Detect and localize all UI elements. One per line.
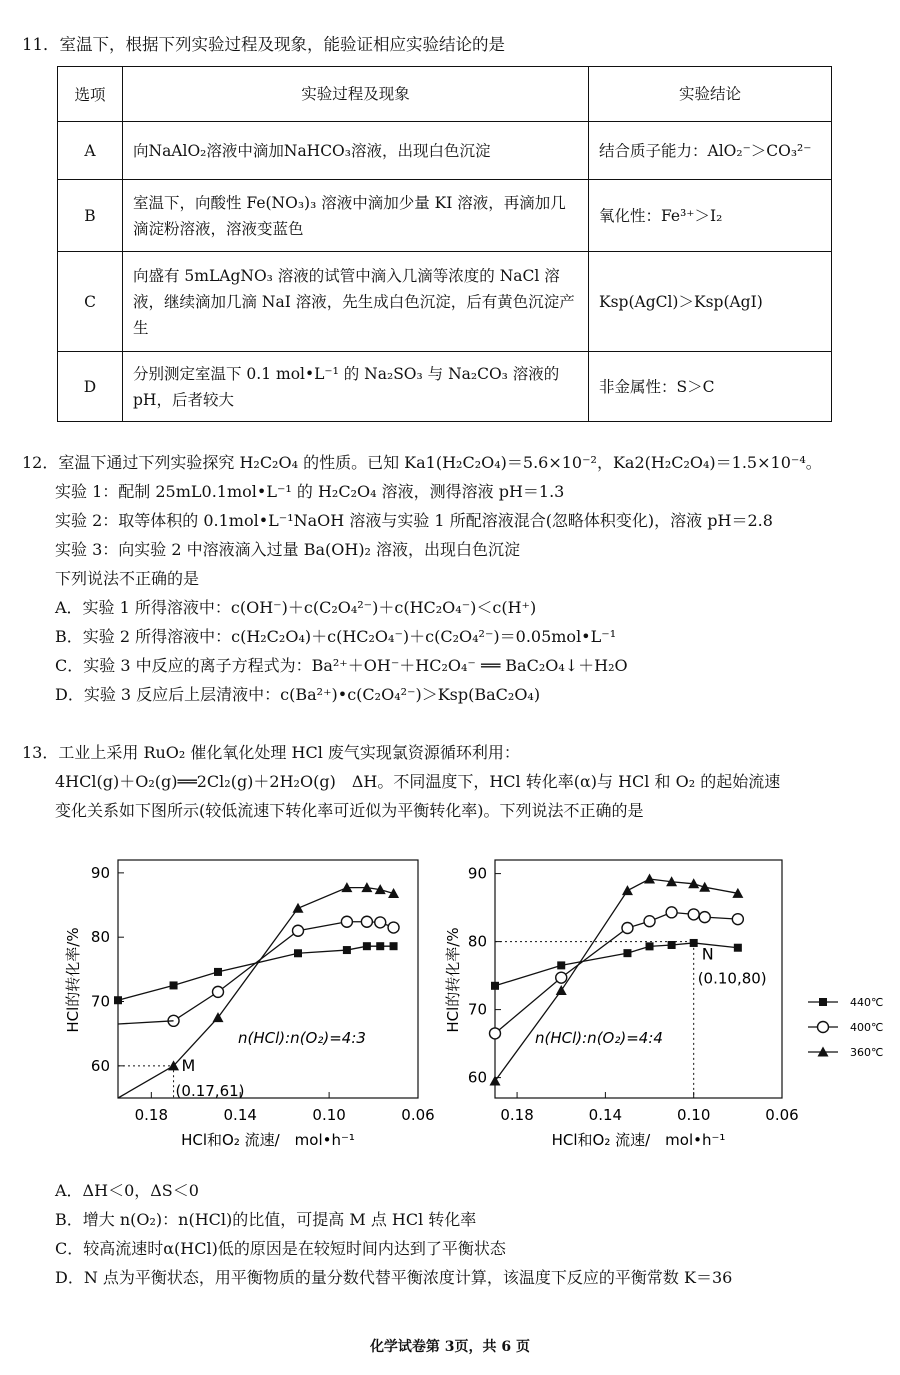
- data-point: [699, 912, 710, 923]
- data-point: [622, 923, 633, 934]
- data-point: [490, 1076, 501, 1086]
- q13-option-b: B．增大 n(O₂)：n(HCl)的比值，可提高 M 点 HCl 转化率: [55, 1210, 477, 1229]
- data-point: [213, 1012, 224, 1022]
- data-point: [732, 914, 743, 925]
- question-11: [22, 32, 882, 58]
- ratio-annotation: n(HCl):n(O₂)=4:4: [535, 1029, 663, 1047]
- q13-stem: 13．工业上采用 RuO₂ 催化氧化处理 HCl 废气实现氯资源循环利用：: [22, 743, 520, 762]
- data-point: [491, 982, 499, 990]
- data-point: [294, 949, 302, 957]
- ratio-annotation: n(HCl):n(O₂)=4:3: [238, 1029, 366, 1047]
- q11-table: [57, 66, 832, 422]
- legend-label: 440℃: [850, 996, 884, 1009]
- option-letter: C: [58, 252, 123, 352]
- y-tick-label: 90: [467, 864, 487, 883]
- plot-frame: [118, 860, 418, 1098]
- q12-option-a: A．实验 1 所得溶液中：c(OH⁻)＋c(C₂O₄²⁻)＋c(HC₂O₄⁻)＜c(H⁺): [55, 598, 537, 617]
- data-point: [388, 922, 399, 933]
- data-point: [490, 1028, 501, 1039]
- x-tick-label: 0.10: [312, 1106, 346, 1124]
- procedure-cell: 室温下，向酸性 Fe(NO₃)₃ 溶液中滴加少量 KI 溶液，再滴加几滴淀粉溶液，溶液变蓝色: [123, 180, 589, 252]
- procedure-cell: 向NaAlO₂溶液中滴加NaHCO₃溶液，出现白色沉淀: [123, 122, 589, 180]
- conclusion-cell: 非金属性：S＞C: [589, 352, 832, 422]
- data-point: [623, 949, 631, 957]
- q13-option-c: C．较高流速时α(HCl)低的原因是在较短时间内达到了平衡状态: [55, 1239, 506, 1258]
- data-point: [376, 942, 384, 950]
- data-point: [688, 909, 699, 920]
- data-point: [375, 917, 386, 928]
- legend-marker: [819, 998, 827, 1006]
- chart-1: [64, 860, 435, 1149]
- q11-stem: 11．室温下，根据下列实验过程及现象，能验证相应实验结论的是: [22, 35, 505, 54]
- legend-label: 400℃: [850, 1021, 884, 1034]
- table-header: 实验过程及现象: [123, 67, 589, 122]
- data-point: [556, 985, 567, 995]
- x-tick-label: 0.14: [588, 1106, 623, 1124]
- point-label: N: [701, 944, 714, 964]
- data-point: [343, 946, 351, 954]
- data-point: [699, 882, 710, 892]
- table-row: [58, 252, 832, 352]
- table-row: [58, 180, 832, 252]
- data-point: [361, 916, 372, 927]
- y-tick-label: 60: [467, 1068, 487, 1087]
- x-tick-label: 0.18: [500, 1106, 534, 1124]
- data-point: [690, 939, 698, 947]
- point-coordinate-label: (0.17,61): [175, 1081, 245, 1100]
- x-tick-label: 0.06: [765, 1106, 799, 1124]
- y-tick-label: 80: [467, 932, 487, 951]
- table-row: [58, 122, 832, 180]
- conclusion-cell: 氧化性：Fe³⁺＞I₂: [589, 180, 832, 252]
- q13-options: [22, 1176, 882, 1292]
- question-13: [22, 738, 882, 825]
- procedure-cell: 分别测定室温下 0.1 mol•L⁻¹ 的 Na₂SO₃ 与 Na₂CO₃ 溶液的 pH，后者较大: [123, 352, 589, 422]
- q12-experiment-3: 实验 3：向实验 2 中溶液滴入过量 Ba(OH)₂ 溶液，出现白色沉淀: [55, 540, 521, 559]
- data-point: [646, 942, 654, 950]
- conclusion-cell: 结合质子能力：AlO₂⁻＞CO₃²⁻: [589, 122, 832, 180]
- q13-equation-cont: 变化关系如下图所示(较低流速下转化率可近似为平衡转化率)。下列说法不正确的是: [55, 801, 644, 820]
- question-12: [22, 448, 882, 709]
- series-line: [118, 1021, 174, 1024]
- y-tick-label: 60: [90, 1056, 110, 1075]
- data-point: [293, 903, 304, 913]
- point-label: M: [181, 1055, 196, 1075]
- series-line: [174, 922, 394, 1021]
- x-axis-label: HCl和O₂ 流速/ mol•h⁻¹: [551, 1131, 726, 1149]
- option-letter: A: [58, 122, 123, 180]
- q12-option-d: D．实验 3 反应后上层清液中：c(Ba²⁺)•c(C₂O₄²⁻)＞Ksp(BaC₂O₄): [55, 685, 541, 704]
- q12-experiment-1: 实验 1：配制 25mL0.1mol•L⁻¹ 的 H₂C₂O₄ 溶液，测得溶液 pH＝1.3: [55, 482, 565, 501]
- data-point: [557, 961, 565, 969]
- option-letter: D: [58, 352, 123, 422]
- chart-legend: [808, 996, 883, 1059]
- data-point: [622, 885, 633, 895]
- data-point: [644, 874, 655, 884]
- data-point: [668, 941, 676, 949]
- table-header: 实验结论: [589, 67, 832, 122]
- data-point: [734, 944, 742, 952]
- data-point: [214, 968, 222, 976]
- x-tick-label: 0.06: [401, 1106, 435, 1124]
- y-axis-label: HCl的转化率/%: [64, 927, 82, 1033]
- point-guide-line: [495, 942, 694, 1098]
- option-letter: B: [58, 180, 123, 252]
- table-row: [58, 352, 832, 422]
- data-point: [341, 916, 352, 927]
- chart-2: [444, 860, 799, 1149]
- series-line: [118, 946, 394, 1000]
- q12-option-b: B．实验 2 所得溶液中：c(H₂C₂O₄)＋c(HC₂O₄⁻)＋c(C₂O₄²⁻)＝0.05mol•L⁻¹: [55, 627, 617, 646]
- q13-option-a: A．ΔH＜0，ΔS＜0: [55, 1181, 199, 1200]
- q12-option-c: C．实验 3 中反应的离子方程式为：Ba²⁺＋OH⁻＋HC₂O₄⁻ ══ BaC₂O₄↓＋H₂O: [55, 656, 628, 675]
- q13-charts: [0, 850, 900, 1170]
- data-point: [170, 981, 178, 989]
- point-coordinate-label: (0.10,80): [697, 969, 767, 988]
- y-axis-label: HCl的转化率/%: [444, 927, 462, 1033]
- y-tick-label: 70: [467, 1000, 487, 1019]
- q12-ask: 下列说法不正确的是: [55, 569, 200, 588]
- legend-marker: [818, 1022, 829, 1033]
- table-header: 选项: [58, 67, 123, 122]
- y-tick-label: 70: [90, 992, 110, 1011]
- q12-experiment-2: 实验 2：取等体积的 0.1mol•L⁻¹NaOH 溶液与实验 1 所配溶液混合(忽略体积变化)，溶液 pH＝2.8: [55, 511, 773, 530]
- procedure-cell: 向盛有 5mLAgNO₃ 溶液的试管中滴入几滴等浓度的 NaCl 溶液，继续滴加几滴 NaI 溶液，先生成白色沉淀，后有黄色沉淀产生: [123, 252, 589, 352]
- data-point: [213, 986, 224, 997]
- x-tick-label: 0.14: [223, 1106, 257, 1124]
- y-tick-label: 90: [90, 863, 110, 882]
- x-tick-label: 0.18: [134, 1106, 169, 1124]
- data-point: [114, 996, 122, 1004]
- legend-label: 360℃: [850, 1046, 884, 1059]
- page-footer: 化学试卷第 3页，共 6 页: [369, 1339, 531, 1355]
- data-point: [666, 907, 677, 918]
- data-point: [390, 942, 398, 950]
- data-point: [363, 942, 371, 950]
- q13-option-d: D．N 点为平衡状态，用平衡物质的量分数代替平衡浓度计算，该温度下反应的平衡常数 K＝36: [55, 1268, 733, 1287]
- x-axis-label: HCl和O₂ 流速/ mol•h⁻¹: [181, 1131, 355, 1149]
- table-header-row: [58, 67, 832, 122]
- x-tick-label: 0.10: [676, 1106, 711, 1124]
- data-point: [556, 972, 567, 983]
- conclusion-cell: Ksp(AgCl)＞Ksp(AgI): [589, 252, 832, 352]
- series-line: [118, 1066, 174, 1098]
- q13-equation: 4HCl(g)＋O₂(g)══2Cl₂(g)＋2H₂O(g) ΔH。不同温度下，HCl 转化率(α)与 HCl 和 O₂ 的起始流速: [55, 772, 781, 791]
- data-point: [293, 925, 304, 936]
- q12-stem: 12．室温下通过下列实验探究 H₂C₂O₄ 的性质。已知 Ka1(H₂C₂O₄)＝5.6×10⁻²，Ka2(H₂C₂O₄)＝1.5×10⁻⁴。: [22, 453, 822, 472]
- data-point: [644, 916, 655, 927]
- y-tick-label: 80: [90, 928, 110, 947]
